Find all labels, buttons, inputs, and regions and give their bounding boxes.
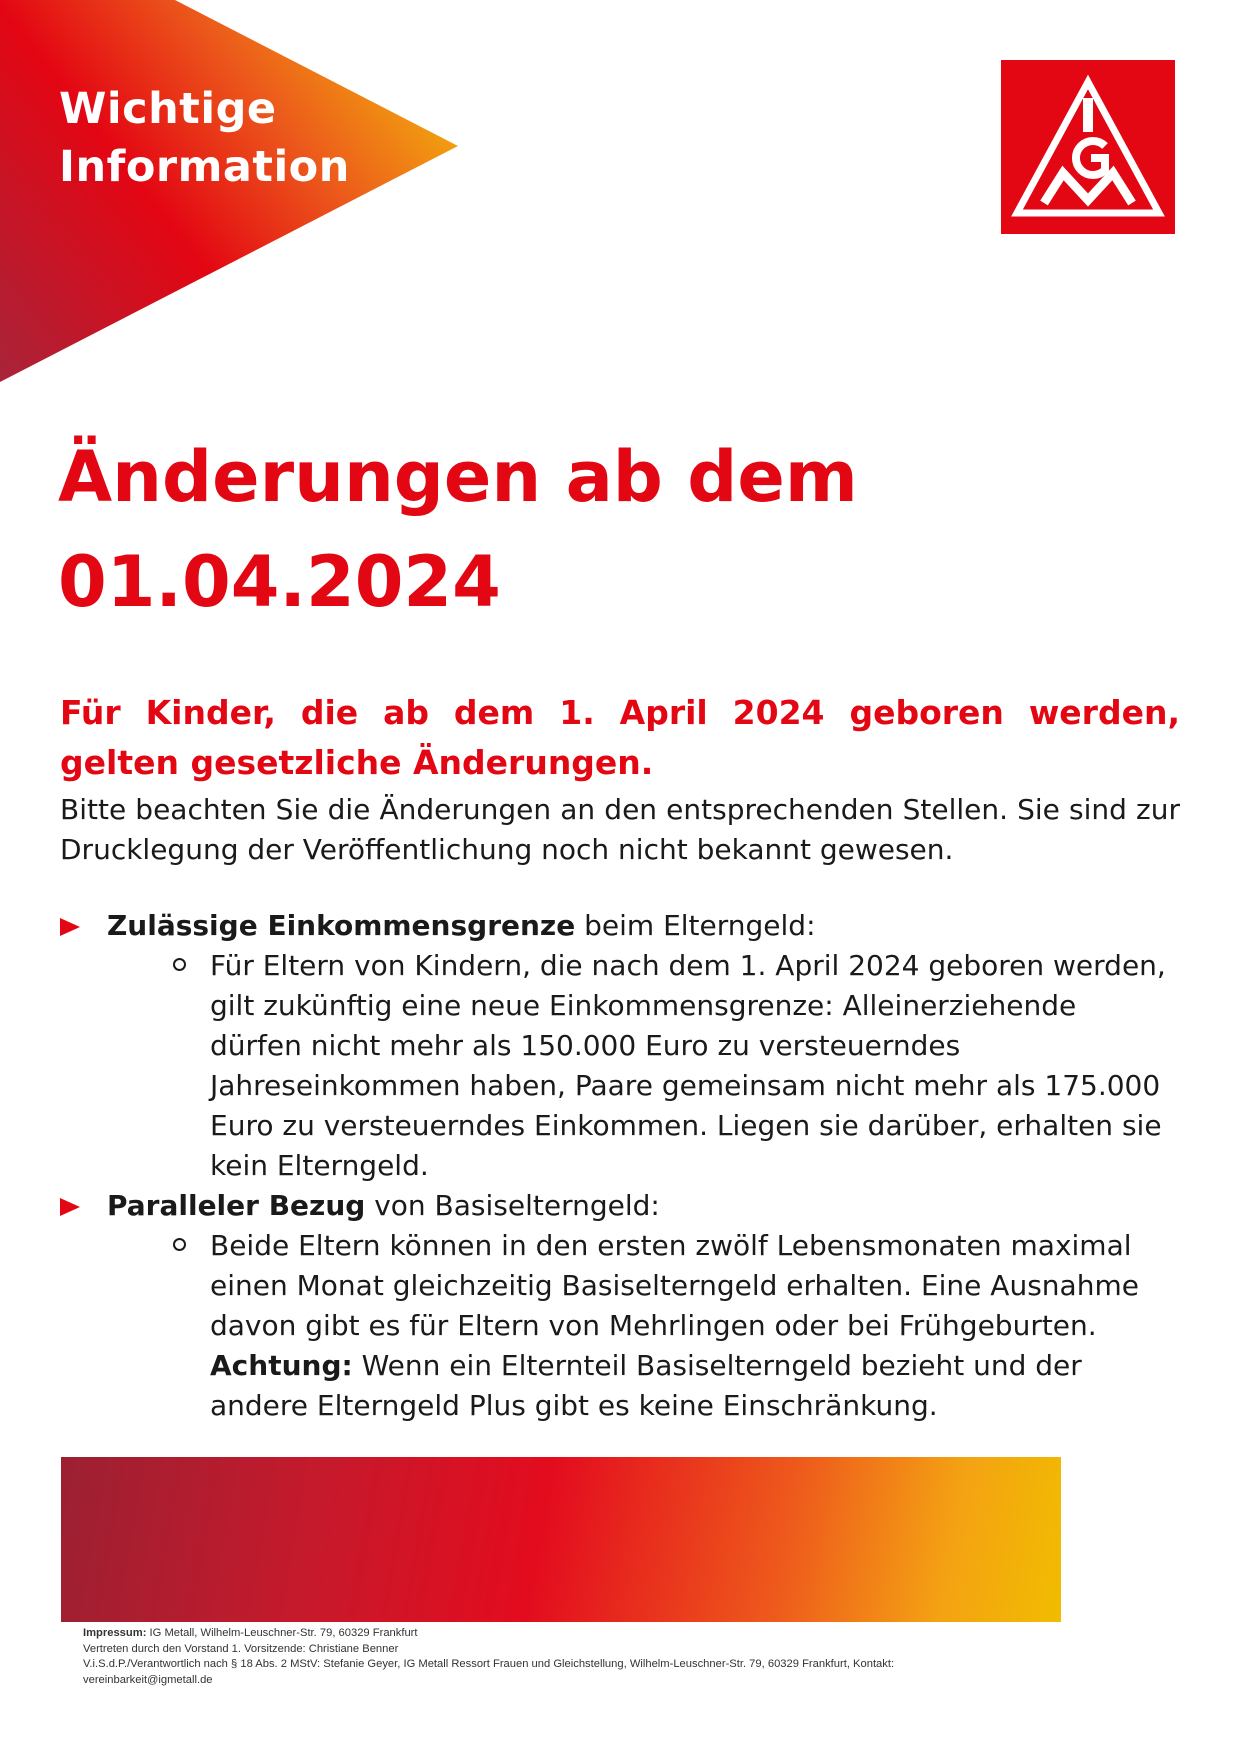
subheading: Für Kinder, die ab dem 1. April 2024 geboren werden, gelten gesetzliche Änderungen. bbox=[60, 693, 1180, 782]
list-item bbox=[60, 906, 1180, 946]
sub-list-item bbox=[210, 946, 1170, 1186]
igm-logo-mark bbox=[1001, 60, 1175, 234]
list-item-text: beim Elterngeld: bbox=[575, 909, 816, 942]
impressum-line-3: V.i.S.d.P./Verantwortlich nach § 18 Abs. 2 MStV: Stefanie Geyer, IG Metall Ressort Frauen und Gleichstellung, Wilhelm-Leuschner-Str. 79, 60329 Frankfurt, Kontakt: bbox=[83, 1658, 895, 1670]
impressum-email: vereinbarkeit@igmetall.de bbox=[83, 1673, 213, 1686]
impressum-label: Impressum: bbox=[83, 1627, 147, 1639]
banner-line-2: Information bbox=[59, 142, 350, 192]
intro-text: Bitte beachten Sie die Änderungen an den entsprechenden Stellen. Sie sind zur Drucklegung der Veröffentlichung noch nicht bekannt gewesen. bbox=[60, 793, 1180, 866]
sub-list-item-text-after: Wenn ein Elternteil Basiselterngeld bezieht und der andere Elterngeld Plus gibt es keine Einschränkung. bbox=[210, 1349, 1082, 1422]
page-title-line-1: Änderungen ab dem bbox=[58, 436, 858, 518]
impressum-line-1 bbox=[83, 1626, 1043, 1642]
impressum bbox=[83, 1626, 1043, 1688]
sub-list-item-bold: Achtung: bbox=[210, 1349, 353, 1382]
list-item-text: von Basiselterngeld: bbox=[365, 1189, 660, 1222]
triangle-bullet-icon bbox=[60, 1198, 80, 1216]
sub-list-item-text: Beide Eltern können in den ersten zwölf Lebensmonaten maximal einen Monat gleichzeitig Basiselterngeld erhalten. Eine Ausnahme davon gibt es für Eltern von Mehrlingen oder bei Frühgeburten. bbox=[210, 1229, 1139, 1342]
list-item-bold: Paralleler Bezug bbox=[107, 1189, 366, 1222]
triangle-bullet-icon bbox=[60, 918, 80, 936]
intro-section bbox=[60, 688, 1180, 870]
impressum-address: IG Metall, Wilhelm-Leuschner-Str. 79, 60329 Frankfurt bbox=[146, 1627, 418, 1639]
changes-list bbox=[60, 906, 1180, 1426]
circle-bullet-icon bbox=[173, 958, 186, 971]
sub-list-item-text: Für Eltern von Kindern, die nach dem 1. April 2024 geboren werden, gilt zukünftig eine neue Einkommensgrenze: Alleinerziehende dürfen nicht mehr als 150.000 Euro zu versteuerndes Jahreseinkommen haben, Paare gemeinsam nicht mehr als 175.000 Euro zu versteuerndes Einkommen. Liegen sie darüber, erhalten sie kein Elterngeld. bbox=[210, 949, 1166, 1182]
impressum-line-2: Vertreten durch den Vorstand 1. Vorsitzende: Christiane Benner bbox=[83, 1642, 399, 1655]
gradient-band bbox=[61, 1457, 1061, 1622]
banner-title bbox=[59, 80, 350, 196]
list-item bbox=[60, 1186, 1180, 1226]
list-item-bold: Zulässige Einkommensgrenze bbox=[107, 909, 576, 942]
banner-line-1: Wichtige bbox=[59, 84, 277, 134]
sub-list-item bbox=[210, 1226, 1170, 1426]
page-title bbox=[58, 425, 858, 635]
page-title-line-2: 01.04.2024 bbox=[58, 541, 501, 623]
corner-banner bbox=[0, 0, 460, 385]
igm-logo bbox=[1001, 60, 1175, 234]
circle-bullet-icon bbox=[173, 1238, 186, 1251]
